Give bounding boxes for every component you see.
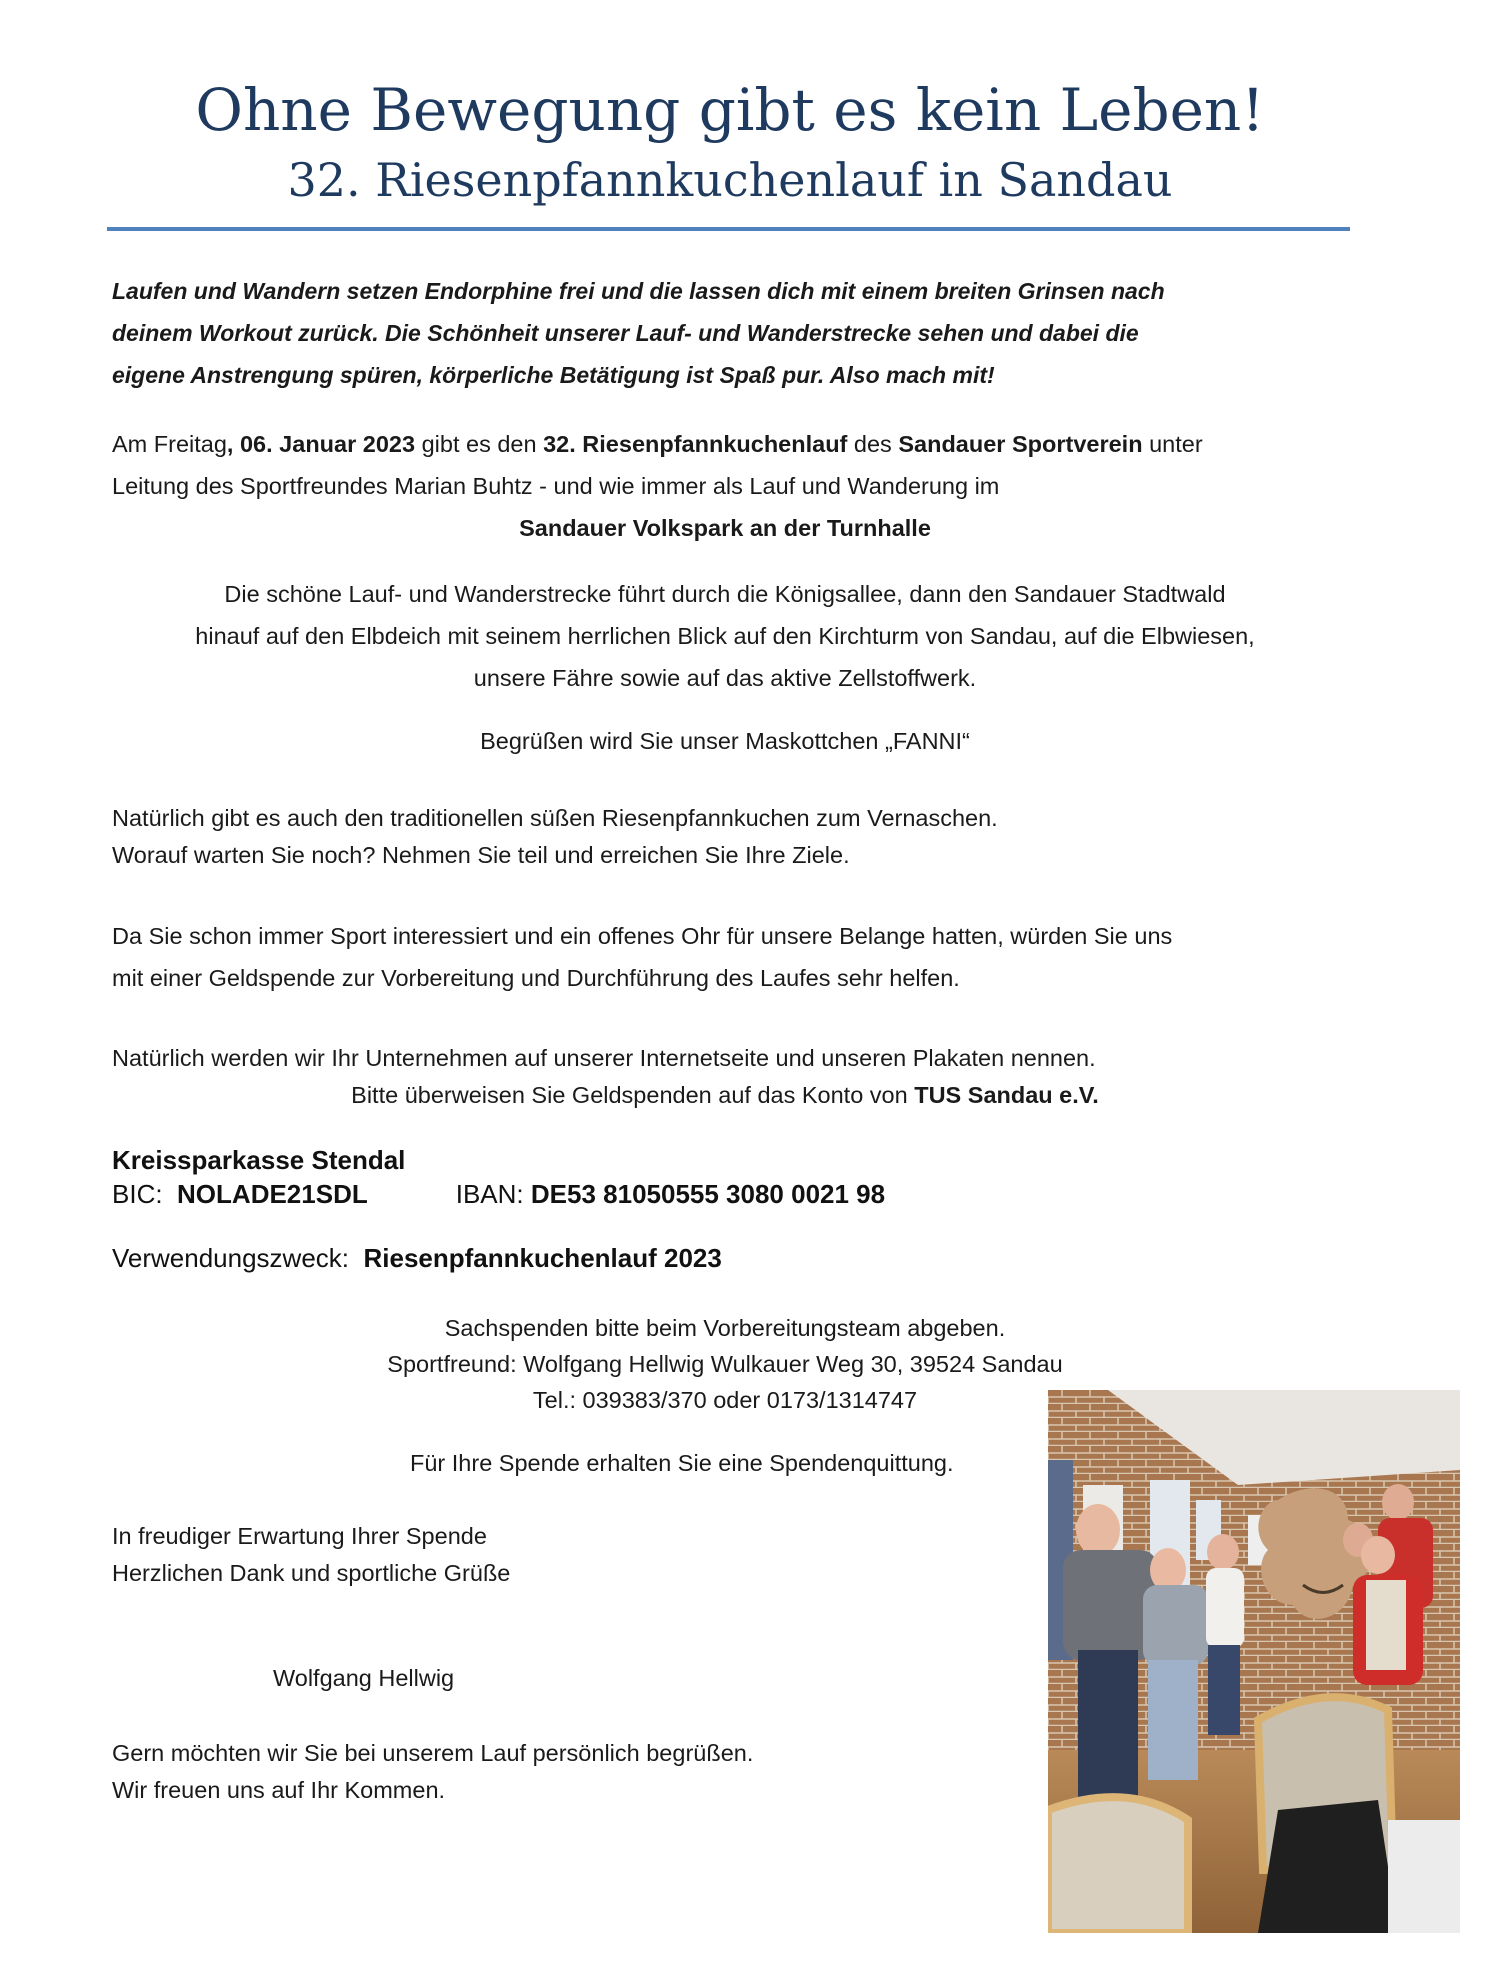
bank-details (112, 1143, 885, 1211)
route-line: unsere Fähre sowie auf das aktive Zellstoffwerk. (473, 665, 977, 691)
donation-line: Da Sie schon immer Sport interessiert und ein offenes Ohr für unsere Belange hatten, würden Sie uns (112, 923, 1173, 949)
text-span: gibt es den (415, 431, 544, 457)
mascot-line: Begrüßen wird Sie unser Maskottchen „FANNI“ (480, 728, 970, 754)
page-subtitle: 32. Riesenpfannkuchenlauf in Sandau (287, 153, 1173, 207)
closing (112, 1518, 510, 1592)
bank-codes (112, 1177, 885, 1211)
announcement-paragraph (112, 423, 1362, 549)
route-line: Die schöne Lauf- und Wanderstrecke führt durch die Königsallee, dann den Sandauer Stadtwald (224, 581, 1226, 607)
payment-purpose (112, 1243, 722, 1274)
closing-line: In freudiger Erwartung Ihrer Spende (112, 1523, 487, 1549)
iban-value: DE53 81050555 3080 0021 98 (530, 1179, 886, 1209)
intro-line: deinem Workout zurück. Die Schönheit unserer Lauf- und Wanderstrecke sehen und dabei die (112, 320, 1139, 346)
route-paragraph (100, 573, 1350, 699)
sponsor-paragraph (112, 1040, 1362, 1114)
sponsor-account-line (112, 1077, 1338, 1114)
event-name: 32. Riesenpfannkuchenlauf (543, 431, 848, 457)
text-span: Am Freitag (112, 431, 227, 457)
text-span: Bitte überweisen Sie Geldspenden auf das Konto von (351, 1082, 915, 1108)
photo-illustration (1048, 1390, 1460, 1933)
intro-paragraph (112, 270, 1362, 396)
final-greeting (112, 1735, 753, 1809)
announcement-line (112, 423, 1362, 465)
receipt-note: Für Ihre Spende erhalten Sie eine Spendenquittung. (410, 1450, 954, 1476)
title-divider (107, 227, 1350, 231)
event-date: , 06. Januar 2023 (226, 431, 416, 457)
pancake-line: Worauf warten Sie noch? Nehmen Sie teil und erreichen Sie Ihre Ziele. (112, 842, 850, 868)
final-line: Gern möchten wir Sie bei unserem Lauf persönlich begrüßen. (112, 1740, 754, 1766)
final-line: Wir freuen uns auf Ihr Kommen. (112, 1777, 446, 1803)
announcement-line: Leitung des Sportfreundes Marian Buhtz - und wie immer als Lauf und Wanderung im (112, 473, 1000, 499)
event-location: Sandauer Volkspark an der Turnhalle (519, 515, 931, 541)
donation-paragraph (112, 915, 1412, 999)
bic-value: NOLADE21SDL (177, 1179, 368, 1209)
route-line: hinauf auf den Elbdeich mit seinem herrlichen Blick auf den Kirchturm von Sandau, auf die Elbwiesen, (195, 623, 1255, 649)
pancake-line: Natürlich gibt es auch den traditionellen süßen Riesenpfannkuchen zum Vernaschen. (112, 805, 998, 831)
iban-label: IBAN: (455, 1179, 524, 1209)
closing-line: Herzlichen Dank und sportliche Grüße (112, 1560, 511, 1586)
purpose-value: Riesenpfannkuchenlauf 2023 (363, 1243, 722, 1273)
text-span: des (847, 431, 899, 457)
purpose-label: Verwendungszweck: (112, 1243, 350, 1273)
contact-address: Sportfreund: Wolfgang Hellwig Wulkauer Weg 30, 39524 Sandau (387, 1351, 1063, 1377)
account-holder: TUS Sandau e.V. (914, 1082, 1099, 1108)
group-photo (1048, 1390, 1460, 1933)
bic-label: BIC: (112, 1179, 163, 1209)
page-title: Ohne Bewegung gibt es kein Leben! (195, 76, 1265, 144)
intro-line: eigene Anstrengung spüren, körperliche Betätigung ist Spaß pur. Also mach mit! (112, 362, 995, 388)
sponsor-line: Natürlich werden wir Ihr Unternehmen auf unserer Internetseite und unseren Plakaten nennen. (112, 1045, 1096, 1071)
donation-line: mit einer Geldspende zur Vorbereitung und Durchführung des Laufes sehr helfen. (112, 965, 960, 991)
material-line: Sachspenden bitte beim Vorbereitungsteam abgeben. (444, 1315, 1006, 1341)
text-span: unter (1142, 431, 1203, 457)
intro-line: Laufen und Wandern setzen Endorphine frei und die lassen dich mit einem breiten Grinsen nach (112, 278, 1165, 304)
organizer: Sandauer Sportverein (898, 431, 1143, 457)
pancake-paragraph (112, 800, 1362, 874)
signature: Wolfgang Hellwig (273, 1665, 455, 1691)
bank-name: Kreissparkasse Stendal (112, 1145, 406, 1175)
contact-phone: Tel.: 039383/370 oder 0173/1314747 (532, 1387, 918, 1413)
